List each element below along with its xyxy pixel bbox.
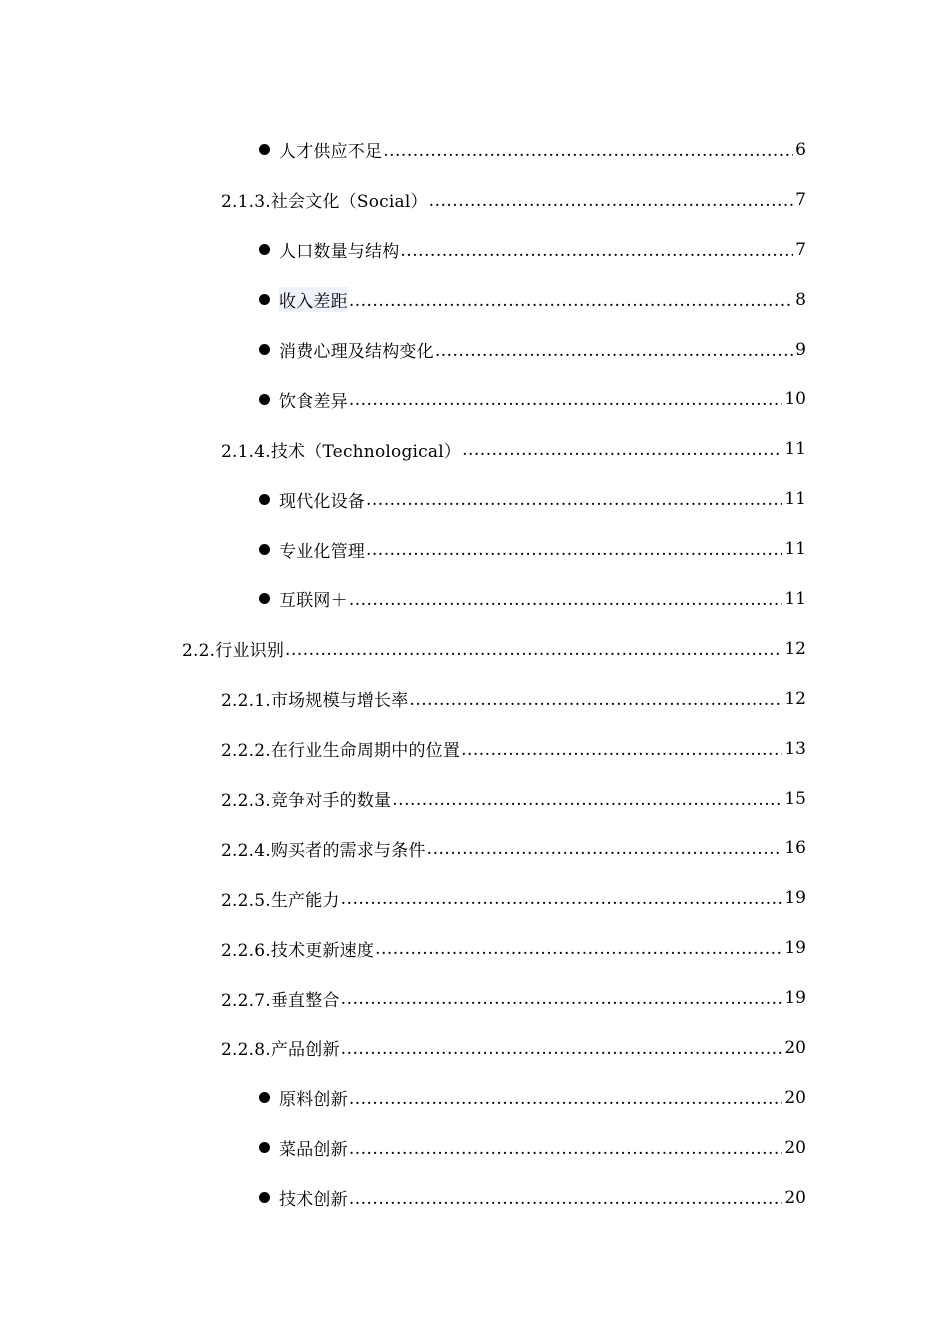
bullet-icon [259, 593, 270, 604]
toc-entry-title: 现代化设备 [279, 491, 365, 512]
toc-entry-page: 10 [784, 389, 806, 410]
toc-entry-title: 2.2.7.垂直整合 [221, 990, 340, 1011]
toc-entry[interactable] [0, 774, 950, 824]
toc-entry-title: 2.2.4.购买者的需求与条件 [221, 840, 426, 861]
toc-entry[interactable] [0, 1123, 950, 1173]
toc-entry[interactable] [0, 175, 950, 225]
toc-entry-title: 收入差距 [279, 287, 348, 312]
toc-entry-page: 13 [784, 738, 806, 759]
bullet-icon [259, 344, 270, 355]
toc-entry-page: 7 [795, 189, 806, 210]
bullet-icon [259, 494, 270, 505]
toc-entry-title: 菜品创新 [279, 1140, 348, 1161]
toc-entry[interactable] [0, 1173, 950, 1223]
toc-entry-title: 互联网＋ [279, 591, 348, 612]
toc-entry-title: 2.2.8.产品创新 [221, 1040, 340, 1061]
toc-entry-page: 19 [784, 988, 806, 1009]
toc-entry[interactable] [0, 873, 950, 923]
toc-entry-page: 19 [784, 888, 806, 909]
toc-entry-page: 15 [784, 788, 806, 809]
toc-entry-title: 人口数量与结构 [279, 242, 400, 263]
toc-entry-page: 20 [784, 1037, 806, 1058]
bullet-icon [259, 1192, 270, 1203]
toc-entry-title: 2.1.3.社会文化（Social） [221, 192, 428, 213]
toc-entry-title: 2.2.3.竞争对手的数量 [221, 791, 392, 812]
toc-entry-page: 20 [784, 1087, 806, 1108]
toc-entry[interactable] [0, 374, 950, 424]
dot-leader [366, 540, 782, 560]
bullet-icon [259, 1092, 270, 1103]
dot-leader [400, 241, 793, 261]
dot-leader [462, 440, 782, 460]
toc-entry[interactable] [0, 524, 950, 574]
toc-entry-title: 原料创新 [279, 1090, 348, 1111]
dot-leader [349, 1189, 783, 1209]
dot-leader [435, 341, 793, 361]
toc-entry-title: 饮食差异 [279, 391, 348, 412]
toc-entry-page: 19 [784, 938, 806, 959]
dot-leader [341, 989, 783, 1009]
toc-entry-page: 11 [784, 439, 806, 460]
dot-leader [375, 939, 782, 959]
toc-entry-page: 11 [784, 588, 806, 609]
toc-entry[interactable] [0, 574, 950, 624]
dot-leader [349, 291, 793, 311]
toc-entry[interactable] [0, 1023, 950, 1073]
dot-leader [383, 141, 793, 161]
toc-entry-page: 7 [795, 239, 806, 260]
toc-entry[interactable] [0, 325, 950, 375]
toc-entry-title: 2.1.4.技术（Technological） [221, 441, 462, 462]
toc-entry[interactable] [0, 275, 950, 325]
toc-entry-page: 20 [784, 1187, 806, 1208]
bullet-icon [259, 144, 270, 155]
toc-entry-title: 人才供应不足 [279, 142, 383, 163]
dot-leader [409, 690, 782, 710]
toc-entry[interactable] [0, 973, 950, 1023]
toc-entry-title: 2.2.行业识别 [182, 641, 285, 662]
toc-entry-page: 11 [784, 489, 806, 510]
dot-leader [461, 740, 782, 760]
toc-entry-title: 专业化管理 [279, 541, 365, 562]
toc-entry-title: 2.2.1.市场规模与增长率 [221, 691, 409, 712]
toc-entry-title: 2.2.2.在行业生命周期中的位置 [221, 741, 461, 762]
toc-entry-title: 2.2.6.技术更新速度 [221, 940, 375, 961]
bullet-icon [259, 294, 270, 305]
dot-leader [427, 839, 783, 859]
dot-leader [429, 191, 794, 211]
toc-entry-title: 2.2.5.生产能力 [221, 890, 340, 911]
toc-entry[interactable] [0, 424, 950, 474]
toc-entry[interactable] [0, 125, 950, 175]
dot-leader [349, 1089, 783, 1109]
dot-leader [366, 490, 782, 510]
toc-entry[interactable] [0, 474, 950, 524]
toc-entry[interactable] [0, 923, 950, 973]
toc-entry-page: 16 [784, 838, 806, 859]
toc-entry-page: 6 [795, 139, 806, 160]
dot-leader [349, 390, 783, 410]
dot-leader [341, 1039, 783, 1059]
toc-entry[interactable] [0, 624, 950, 674]
toc-entry-page: 9 [795, 339, 806, 360]
toc-entry-title: 技术创新 [279, 1190, 348, 1211]
table-of-contents [0, 125, 950, 1223]
bullet-icon [259, 544, 270, 555]
toc-entry-page: 20 [784, 1137, 806, 1158]
toc-entry-page: 11 [784, 539, 806, 560]
bullet-icon [259, 244, 270, 255]
dot-leader [349, 590, 783, 610]
dot-leader [392, 790, 782, 810]
bullet-icon [259, 394, 270, 405]
bullet-icon [259, 1142, 270, 1153]
toc-entry[interactable] [0, 724, 950, 774]
dot-leader [285, 640, 782, 660]
toc-entry[interactable] [0, 1073, 950, 1123]
toc-entry-page: 8 [795, 289, 806, 310]
toc-entry[interactable] [0, 225, 950, 275]
dot-leader [349, 1139, 783, 1159]
toc-entry-page: 12 [784, 688, 806, 709]
toc-entry[interactable] [0, 674, 950, 724]
toc-entry-title: 消费心理及结构变化 [279, 342, 434, 362]
toc-entry[interactable] [0, 823, 950, 873]
dot-leader [341, 889, 783, 909]
toc-entry-page: 12 [784, 638, 806, 659]
